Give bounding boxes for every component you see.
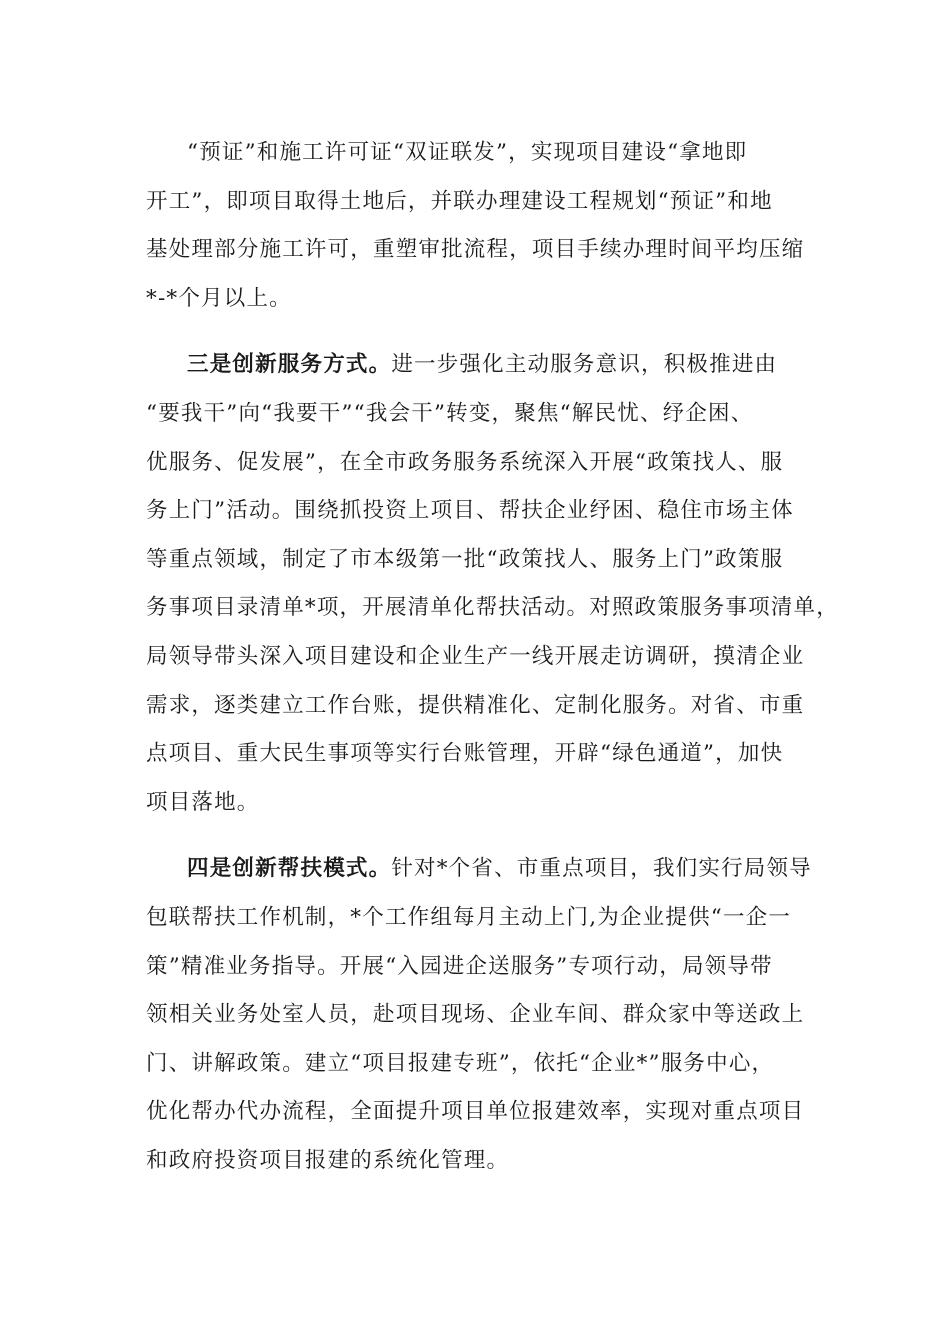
text-line: 务上门”活动。围绕抓投资上项目、帮扶企业纾困、稳住市场主体 [146,498,794,524]
text-line: *-*个月以上。 [146,285,292,311]
paragraph-gap [146,832,826,850]
paragraph-heading: 三是创新服务方式。 [187,352,392,378]
text-line: 基处理部分施工许可，重塑审批流程，项目手续办理时间平均压缩 [146,237,805,263]
text-line: 策”精准业务指导。开展“入园进企送服务”专项行动，局领导带 [146,953,773,979]
text-line-with-lead [146,850,826,899]
document-body [146,134,839,1190]
text-line: 等重点领域，制定了市本级第一批“政策找人、服务上门”政策服 [146,546,784,572]
paragraph-gap [146,328,826,346]
text-line: 和政府投资项目报建的系统化管理。 [146,1147,510,1173]
text-line: 优化帮办代办流程，全面提升项目单位报建效率，实现对重点项目 [146,1099,805,1125]
text-line: 包联帮扶工作机制，*个工作组每月主动上门,为企业提供“一企一 [146,904,792,930]
text-line: 局领导带头深入项目建设和企业生产一线开展走访调研，摸清企业 [146,643,805,669]
paragraph-2 [146,346,839,832]
text-line: 点项目、重大民生事项等实行台账管理，开辟“绿色通道”，加快 [146,741,784,767]
text-line: 门、讲解政策。建立“项目报建专班”，依托“企业*”服务中心， [146,1050,775,1076]
text-line-with-lead [146,346,826,395]
text-line: 需求，逐类建立工作台账，提供精准化、定制化服务。对省、市重 [146,692,805,718]
text-line: 务事项目录清单*项，开展清单化帮扶活动。对照政策服务事项清单， [146,595,839,621]
text-line: “要我干”向“我要干”“我会干”转变，聚焦“解民忧、纾企困、 [146,400,754,426]
text-line: 针对*个省、市重点项目，我们实行局领导 [391,856,812,882]
paragraph-heading: 四是创新帮扶模式。 [187,856,392,882]
paragraph-3 [146,850,826,1190]
text-line: 项目落地。 [146,789,260,815]
text-line: 开工”，即项目取得土地后，并联办理建设工程规划“预证”和地 [146,188,773,214]
text-line: 优服务、促发展”，在全市政务服务系统深入开展“政策找人、服 [146,449,784,475]
text-line: “预证”和施工许可证“双证联发”，实现项目建设“拿地即 [187,140,748,165]
text-line: 进一步强化主动服务意识，积极推进由 [391,352,778,378]
paragraph-1 [146,134,826,328]
text-line: 领相关业务处室人员，赴项目现场、企业车间、群众家中等送政上 [146,1002,805,1028]
